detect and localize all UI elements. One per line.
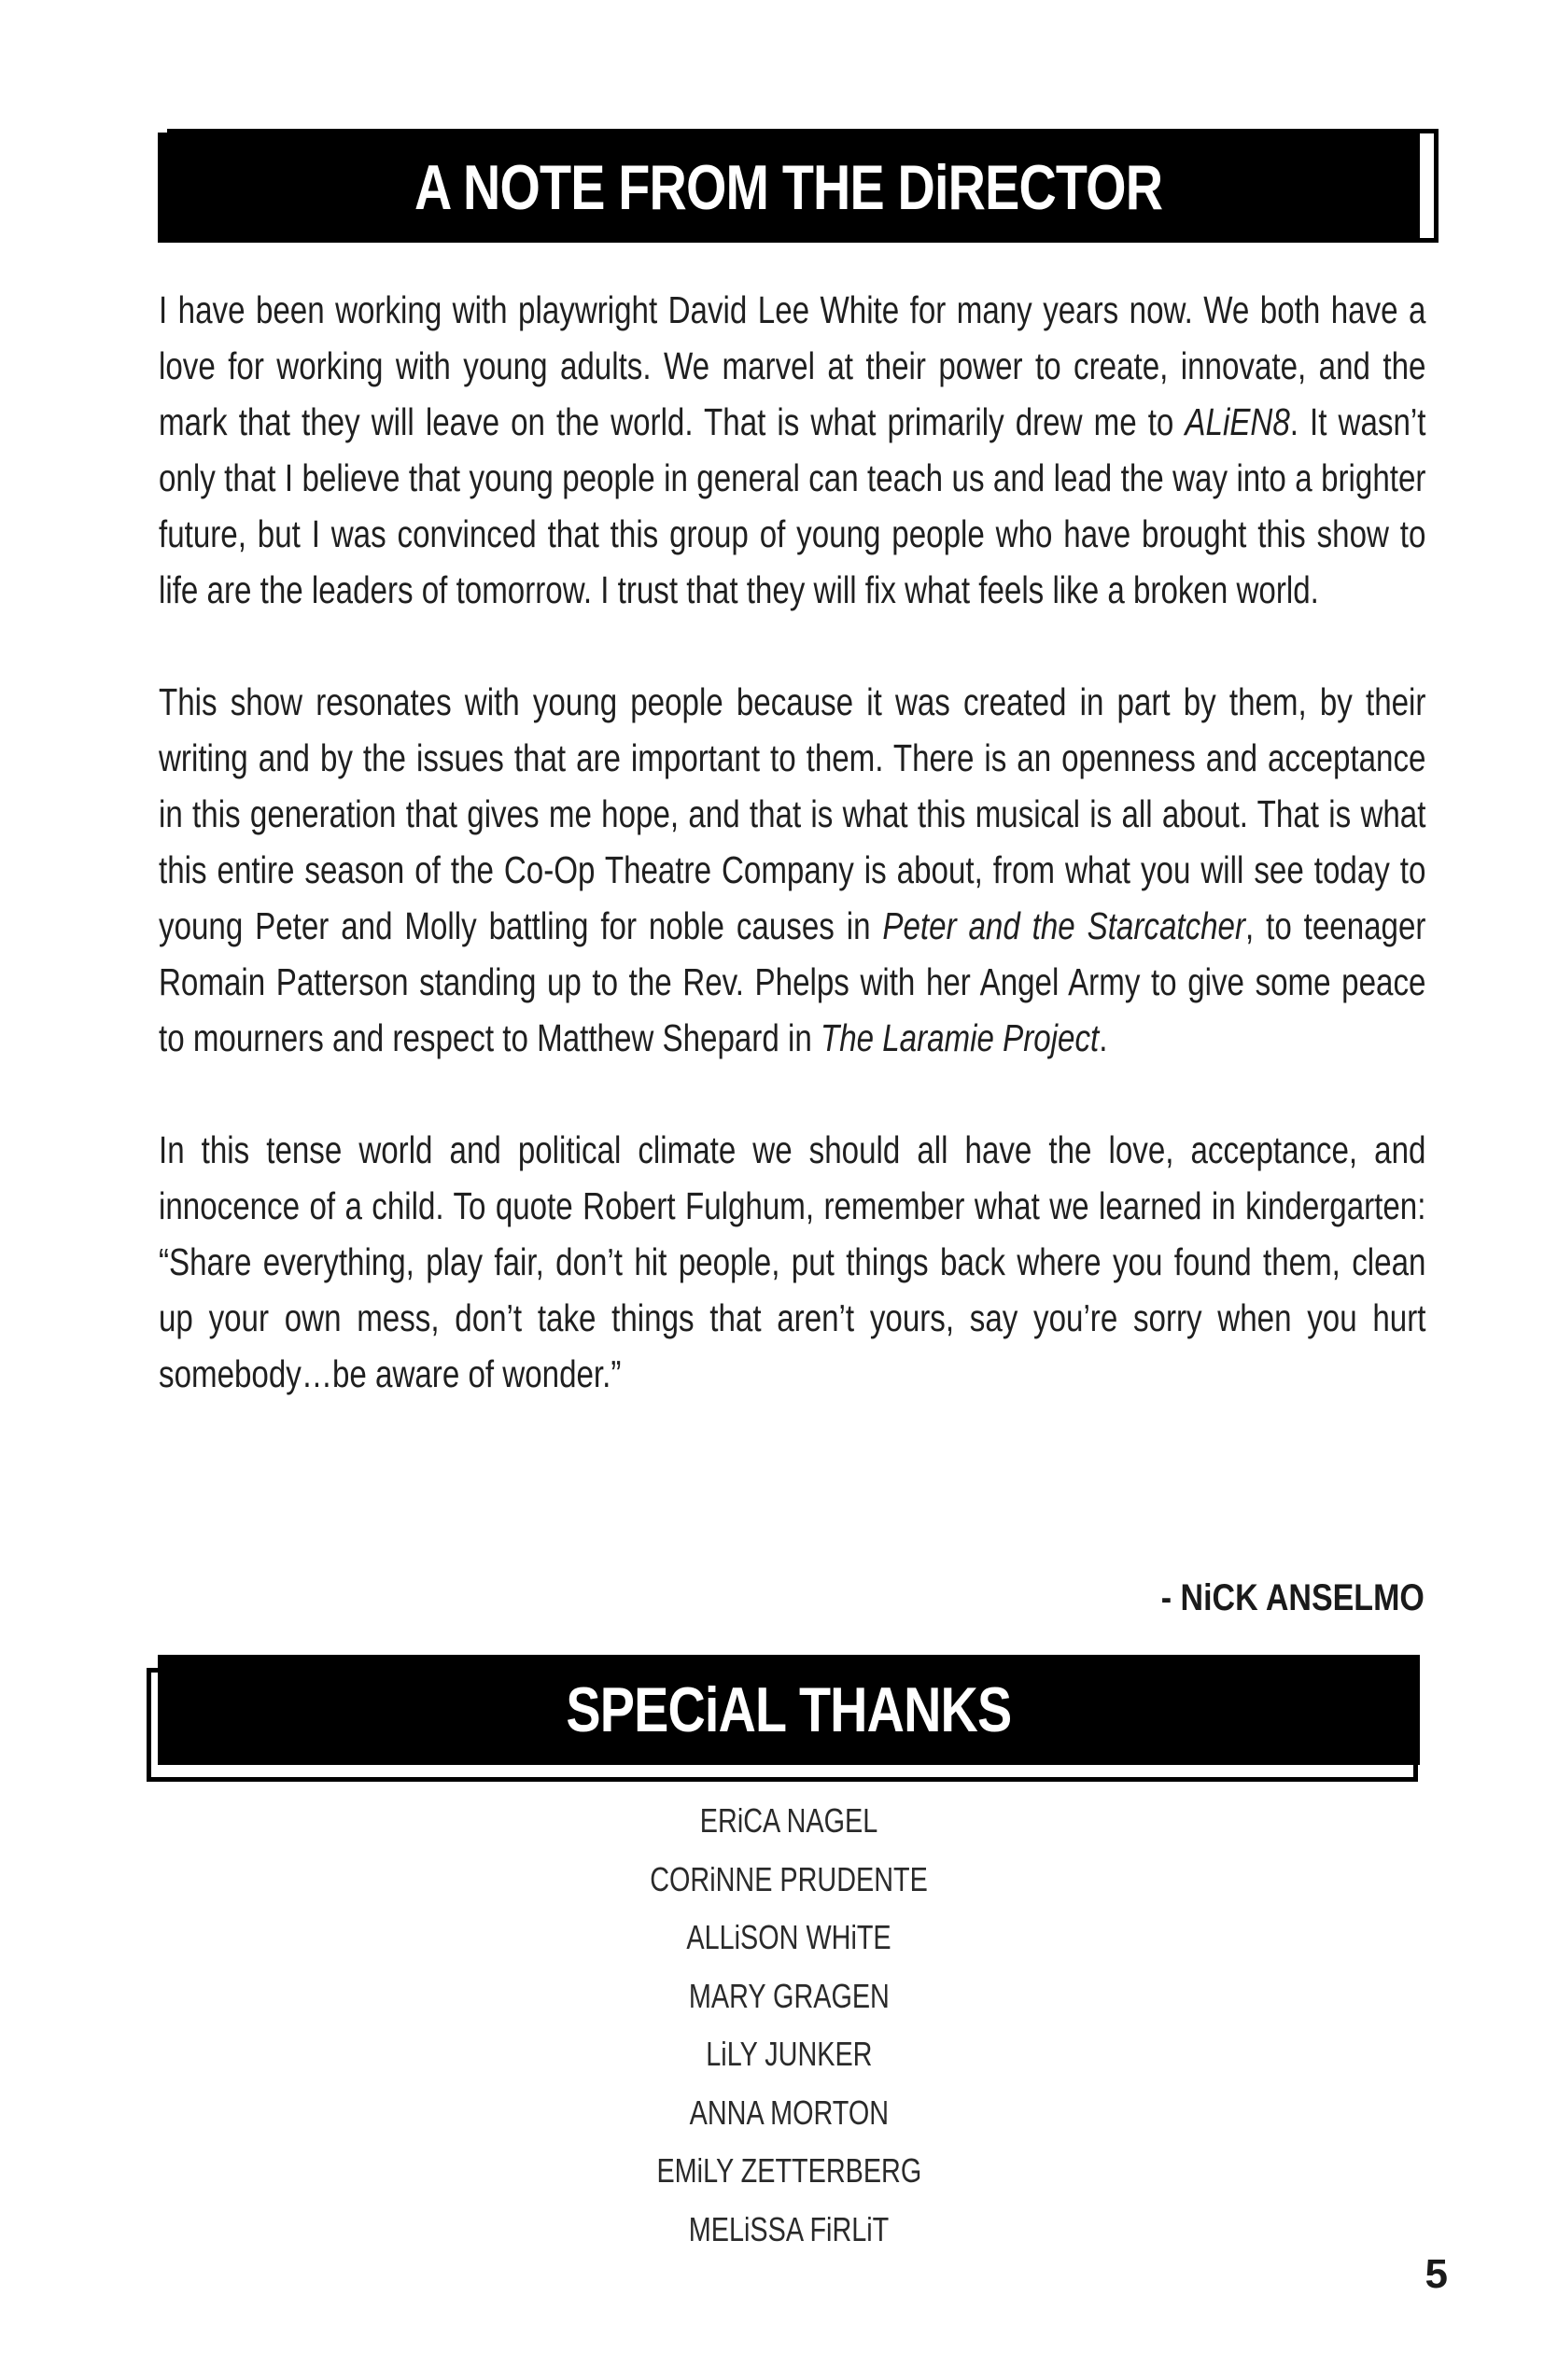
- thanks-name: MARY GRAGEN: [688, 1976, 890, 2015]
- thanks-name: CORiNNE PRUDENTE: [650, 1859, 928, 1898]
- paragraph-text: I have been working with playwright David Lee White for many years now. We both have a love for working with young adults. We marvel at their power to create, innovate, and the mark that they will leave on the world. That is what primarily drew me to: [159, 288, 1426, 443]
- italic-title-text: ALiEN8: [1185, 400, 1290, 443]
- director-note-paragraph: [159, 1122, 1425, 1402]
- thanks-name: LiLY JUNKER: [705, 2035, 873, 2073]
- heading-bar: [158, 133, 1420, 243]
- special-thanks-list: [0, 1792, 1558, 2259]
- thanks-name: MELiSSA FiRLiT: [688, 2209, 890, 2248]
- paragraph-text: , to teenager Romain Patterson standing up to the Rev. Phelps with her Angel Army to give some peace to mourners and respect to Matthew Shepard in: [159, 904, 1426, 1059]
- thanks-name: EMiLY ZETTERBERG: [656, 2151, 921, 2190]
- paragraph-text: .: [1099, 1016, 1108, 1059]
- director-note-heading: A NOTE FROM THE DiRECTOR: [414, 152, 1163, 223]
- paragraph-text: . It wasn’t only that I believe that young people in general can teach us and lead the way into a brighter future, but I was convinced that this group of young people who have brought this show to life are the leaders of tomorrow. I trust that they will fix what feels like a broken world.: [159, 400, 1426, 611]
- director-signature: - NiCK ANSELMO: [1160, 1577, 1425, 1618]
- director-note-paragraph: [159, 282, 1425, 618]
- thanks-name: ALLiSON WHiTE: [686, 1918, 891, 1956]
- italic-title-text: The Laramie Project: [820, 1016, 1100, 1059]
- heading-bar: [158, 1655, 1420, 1765]
- paragraph-text: In this tense world and political climate we should all have the love, acceptance, and innocence of a child. To quote Robert Fulghum, remember what we learned in kindergarten: “Share everything, play fair, don’t hit people, put things back where you found them, clean up your own mess, don’t take things that aren’t yours, say you’re sorry when you hurt somebody…be aware of wonder.”: [159, 1128, 1426, 1395]
- paragraph-text: This show resonates with young people because it was created in part by them, by their writing and by the issues that are important to them. There is an openness and acceptance in this generation that gives me hope, and that is what this musical is all about. That is what this entire season of the Co-Op Theatre Company is about, from what you will see today to young Peter and Molly battling for noble causes in: [159, 680, 1426, 947]
- italic-title-text: Peter and the Starcatcher: [882, 904, 1246, 947]
- special-thanks-heading-banner: [158, 1655, 1427, 1769]
- thanks-name: ERiCA NAGEL: [699, 1801, 878, 1840]
- page-number: 5: [1425, 2251, 1448, 2297]
- director-note-body: [159, 282, 1426, 1402]
- director-note-paragraph: [159, 674, 1425, 1066]
- thanks-name: ANNA MORTON: [689, 2093, 889, 2132]
- director-note-heading-banner: [158, 133, 1427, 246]
- special-thanks-heading: SPECiAL THANKS: [566, 1674, 1012, 1745]
